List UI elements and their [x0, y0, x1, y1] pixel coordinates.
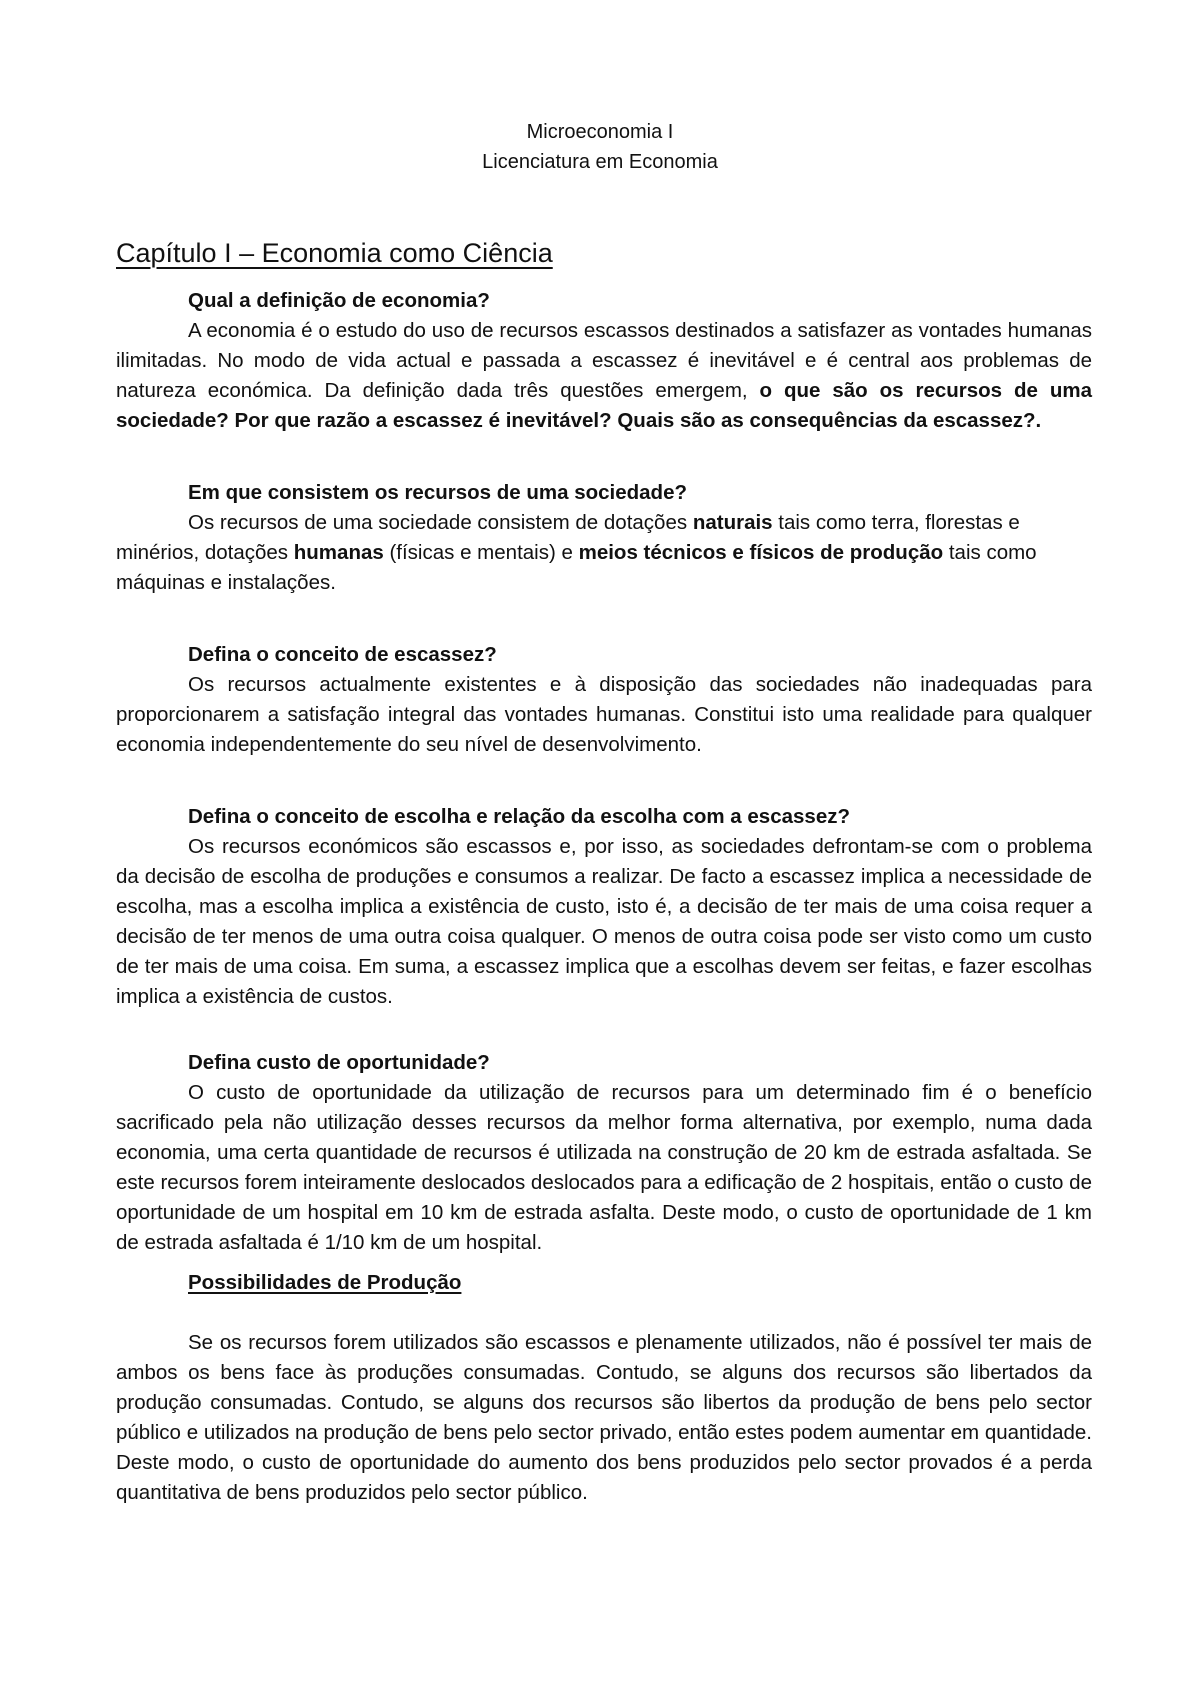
question-heading: Defina o conceito de escassez?	[188, 643, 497, 666]
answer-bold-text: humanas	[293, 541, 384, 564]
answer-text: (físicas e mentais) e	[389, 541, 573, 564]
answer-text: A economia é o estudo do uso de recursos escassos destinados a satisfazer as vontades humanas ilimitadas. No modo de vida actual e passada a escassez é inevitável e é central aos problemas de natureza económica. Da definição dada três questões emergem,	[116, 319, 1092, 402]
question-heading: Qual a definição de economia?	[188, 289, 490, 312]
section-production-possibilities	[116, 1268, 1092, 1508]
section-choice	[116, 802, 1092, 1012]
answer-paragraph	[116, 1078, 1092, 1258]
answer-text: Os recursos de uma sociedade consistem de dotações	[188, 511, 688, 534]
course-subtitle: Licenciatura em Economia	[482, 151, 718, 173]
answer-paragraph	[116, 316, 1092, 436]
question-heading: Em que consistem os recursos de uma sociedade?	[188, 481, 688, 504]
answer-bold-text: o que são os recursos de uma sociedade? Por que razão a escassez é inevitável? Quais são as consequências da escassez?.	[116, 379, 1092, 432]
section-scarcity	[116, 640, 1092, 760]
section-text: Se os recursos forem utilizados são escassos e plenamente utilizados, não é possível ter mais de ambos os bens face às produções consumadas. Contudo, se alguns dos recursos são libertados da produção consumadas. Contudo, se alguns dos recursos são libertos da produção de bens pelo sector público e utilizados na produção de bens pelo sector privado, então estes podem aumentar em quantidade. Deste modo, o custo de oportunidade do aumento dos bens produzidos pelo sector provados é a perda quantitativa de bens produzidos pelo sector público.	[116, 1331, 1092, 1504]
answer-bold-text: meios técnicos e físicos de produção	[578, 541, 944, 564]
section-definition	[116, 286, 1092, 436]
answer-text: Os recursos económicos são escassos e, por isso, as sociedades defrontam-se com o problema da decisão de escolha de produções e consumos a realizar. De facto a escassez implica a necessidade de escolha, mas a escolha implica a existência de custo, isto é, a decisão de ter mais de uma coisa requer a decisão de ter menos de uma outra coisa qualquer. O menos de outra coisa pode ser visto como um custo de ter mais de uma coisa. Em suma, a escassez implica que a escolhas devem ser feitas, e fazer escolhas implica a existência de custos.	[116, 835, 1092, 1008]
answer-paragraph	[116, 508, 1092, 598]
answer-text: tais como terra, florestas e minérios, dotações	[116, 511, 1020, 564]
answer-text: O custo de oportunidade da utilização de recursos para um determinado fim é o benefício sacrificado pela não utilização desses recursos da melhor forma alternativa, por exemplo, numa dada economia, uma certa quantidade de recursos é utilizada na construção de 20 km de estrada asfaltada. Se este recursos forem inteiramente deslocados deslocados para a edificação de 2 hospitais, então o custo de oportunidade de um hospital em 10 km de estrada asfalta. Deste modo, o custo de oportunidade de 1 km de estrada asfaltada é 1/10 km de um hospital.	[116, 1081, 1092, 1254]
section-paragraph	[116, 1328, 1092, 1508]
answer-paragraph	[116, 670, 1092, 760]
question-heading: Defina custo de oportunidade?	[188, 1051, 490, 1074]
section-opportunity-cost	[116, 1048, 1092, 1258]
question-heading: Defina o conceito de escolha e relação da escolha com a escassez?	[188, 805, 850, 828]
answer-bold-text: naturais	[692, 511, 773, 534]
chapter-title: Capítulo I – Economia como Ciência	[116, 238, 553, 268]
answer-text: Os recursos actualmente existentes e à disposição das sociedades não inadequadas para proporcionarem a satisfação integral das vontades humanas. Constitui isto uma realidade para qualquer economia independentemente do seu nível de desenvolvimento.	[116, 673, 1092, 756]
section-heading: Possibilidades de Produção	[188, 1271, 462, 1294]
section-resources	[116, 478, 1092, 598]
answer-text: tais como máquinas e instalações.	[116, 541, 1037, 594]
course-title: Microeconomia I	[526, 121, 674, 143]
answer-paragraph	[116, 832, 1092, 1012]
